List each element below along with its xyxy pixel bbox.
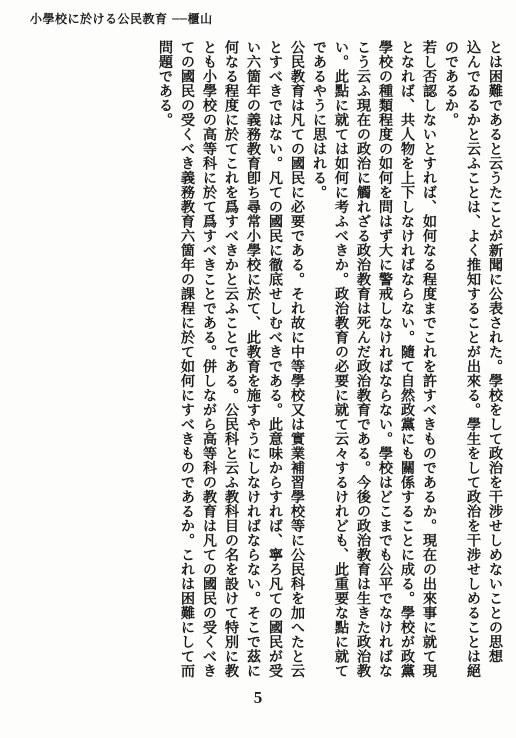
text-line: 若し否認しないとすれば、如何なる程度までこれを許すべきものであるか。現在の出來事に就て現 xyxy=(421,40,437,678)
text-line: 込んでゐるかと云ふことは、よく推知することが出來る。學生をして政治を干涉せしめることは絕 xyxy=(465,40,481,678)
text-line: 何なる程度に於てこれを爲すべきかと云ふことである。公民科と云ふ教科目の名を設けて特別に教 xyxy=(223,40,239,678)
text-line: であるやうに思はれる。 xyxy=(311,40,327,200)
text-line: こう云ふ現在の政治に觸れざる政治教育は死んだ政治教育である。今後の政治教育は生きた政治教 xyxy=(355,40,371,678)
text-line: 問題である。 xyxy=(157,40,173,127)
text-line: ての國民の受くべき義務教育六箇年の課程に於て如何にすべきものであるか。これは困難にして而 xyxy=(179,40,195,678)
text-line: とは困難であると云うたことが新聞に公表された。學校をして政治を干涉せしめないことの思想 xyxy=(487,40,503,664)
text-line: 公民教育は凡ての國民に必要である。それ故に中等學校又は實業補習學校等に公民科を加へたと云 xyxy=(289,40,305,678)
text-line: とも小學校の高等科に於て爲すべきことである。併しながら高等科の教育は凡ての國民の受くべき xyxy=(201,40,217,678)
text-line: 學校の種類程度の如何を問はず大に警戒しなければならない。學校はどこまでも公平でなければな xyxy=(377,40,393,678)
text-line: のであるか。 xyxy=(443,40,459,127)
text-line: い。此點に就ては如何に考ふべきか。政治教育の必要に就て云々するけれども、此重要な點に就て xyxy=(333,40,349,678)
running-head: 小學校に於ける公民教育 ──櫃山 xyxy=(30,12,213,26)
text-line: い六箇年の義務教育卽ち尋常小學校に於て、此教育を施すやうにしなければならない。そこで茲に xyxy=(245,40,261,678)
text-line: とすべきではない。凡ての國民に徹底せしむべきである。此意味からすれば、寧ろ凡ての國民が受 xyxy=(267,40,283,678)
body-text xyxy=(36,40,506,680)
page-number: 5 xyxy=(253,688,263,707)
text-line: となれば、共人物を上下しなければならない。隨て自然政黨にも關係することに成る。學校が政黨 xyxy=(399,40,415,678)
